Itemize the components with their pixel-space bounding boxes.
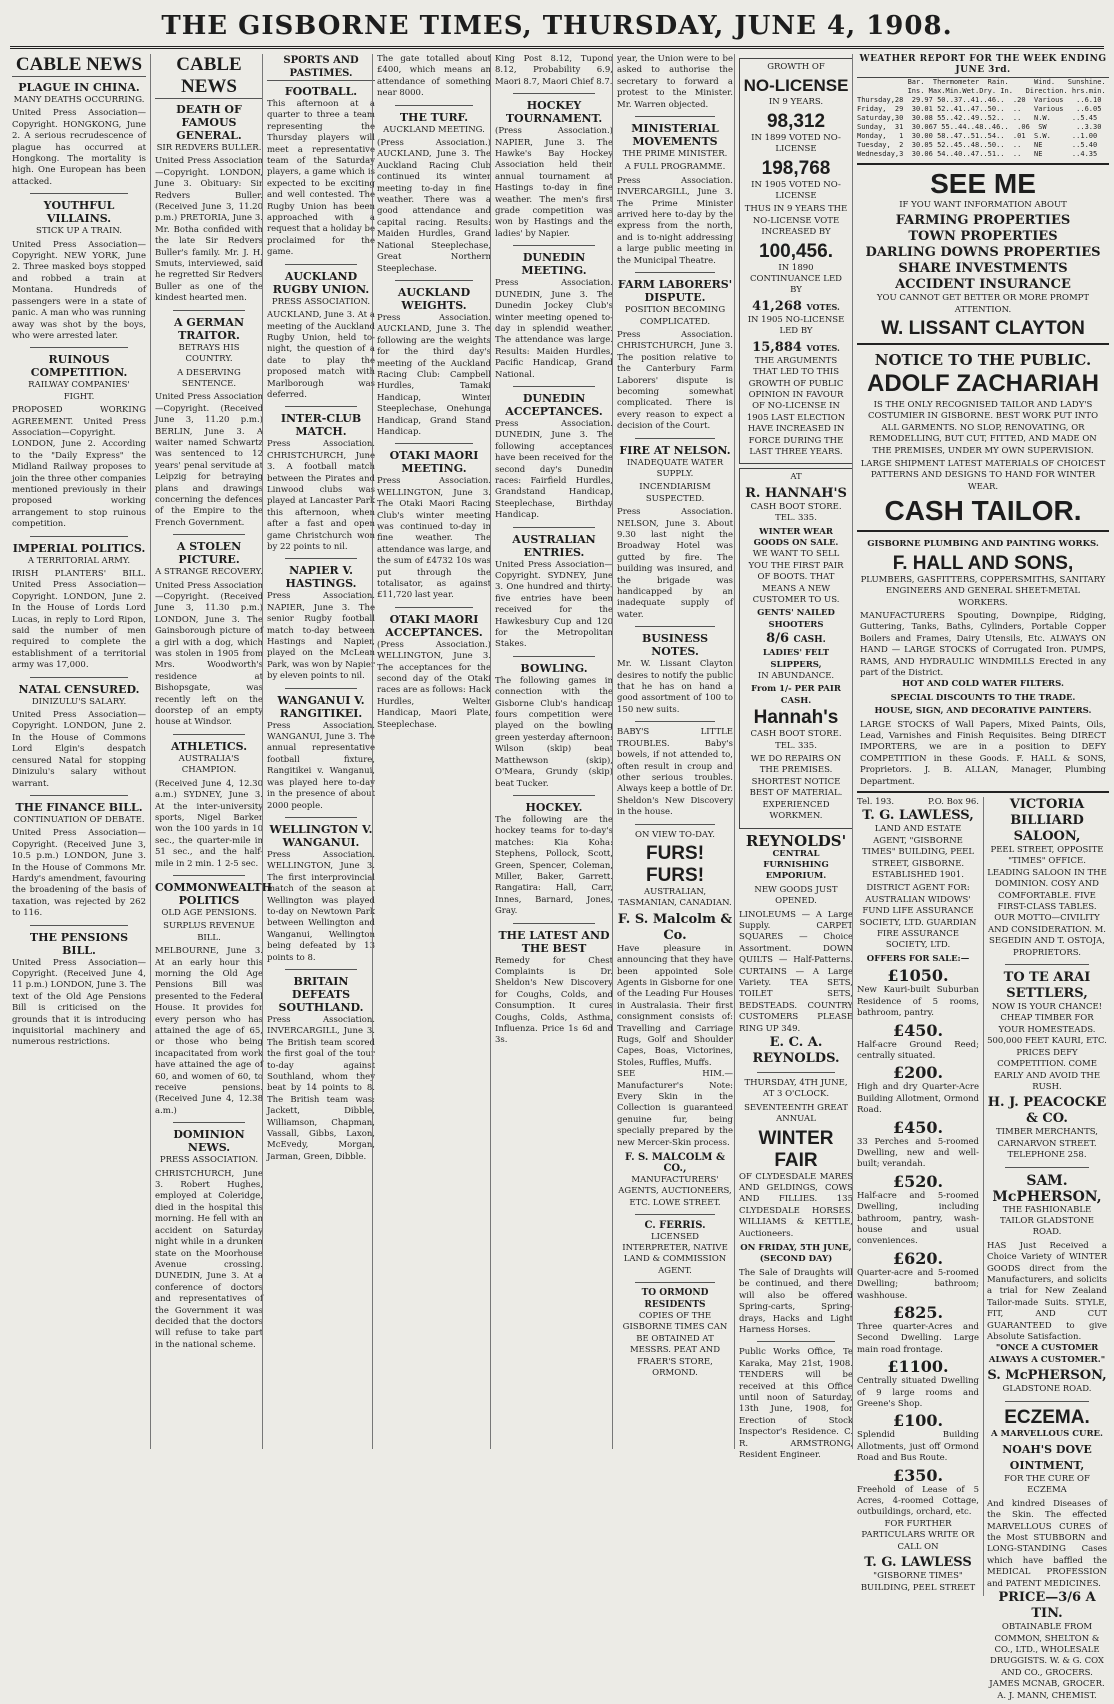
billiard-body: PEEL STREET, OPPOSITE "TIMES" OFFICE. LEADING SALOON IN THE DOMINION. COSY AND COMFORTABLE. FIVE FIRST-CLASS TABLES. OUR MOTTO—CIVILITY AND CONSIDERATION. M. SEGEDIN AND T. OSTOJA, PROPRIETORS. xyxy=(987,845,1107,958)
hannah-name: R. HANNAH'S xyxy=(745,485,847,501)
ormond-subtitle: COPIES OF THE GISBORNE TIMES CAN BE OBTAINED AT MESSRS. PEAT AND FRAER'S STORE, ORMOND. xyxy=(622,1310,728,1378)
divider xyxy=(757,1072,835,1073)
property-8: Centrally situated Dwelling of 9 large rooms and Greene's Shop. xyxy=(857,1376,979,1410)
price-3: £200. xyxy=(892,1063,944,1083)
article-subtitle: AUSTRALIA'S CHAMPION. xyxy=(178,753,240,776)
weather-row: Tuesday, 2 30.05 52..45..48..50.. .. NE ..5.40 xyxy=(857,140,1098,149)
noah-body: And kindred Diseases of the Skin. The effected MARVELLOUS CURES of the Most STUBBORN and LONG-STANDING Cases which have baffled the MEDICAL PROFESSION and PATENT MEDICINES. xyxy=(987,1498,1107,1589)
weather-row: Monday, 1 30.00 58..47..51..54.. .01 S.W. ..1.00 xyxy=(857,131,1098,140)
article-title: DEATH OF FAMOUS GENERAL. xyxy=(176,103,242,142)
ad-body: SEE HIM.—Manufacturer's Note: Every Skin in the Collection is guaranteed genuine fur, being specially prepared by the new Mercer-Skin process. xyxy=(617,1069,733,1148)
no-license-title: NO-LICENSE xyxy=(743,76,849,96)
growth-label: GROWTH OF xyxy=(767,62,825,72)
winter-fair-title: WINTER FAIR xyxy=(758,1127,834,1171)
darling-downs: DARLING DOWNS PROPERTIES xyxy=(865,245,1101,261)
article-body: (Press Association.) NAPIER, June 3. The Hawke's Bay Hockey Association held their annual tournament at Hastings to-day in fine weather. The men's first grade competition was won by Hastings and the ladies' by Napier. xyxy=(495,126,613,239)
divider xyxy=(635,116,715,117)
article-title: WANGANUI V. RANGITIKEI. xyxy=(277,693,365,720)
divider xyxy=(173,875,245,876)
article-body: United Press Association—Copyright. NEW YORK, June 2. Three masked boys stopped and robbed a train at Montana. Hundreds of passengers were in a state of panic. A man who was running away was shot by the boys, who were arrested later. xyxy=(12,239,146,341)
article-body: PROPOSED WORKING AGREEMENT. United Press Association—Copyright. LONDON, June 2. According to the "Daily Express" the Midland Railway proposes to join the three other companies mentioned previously in their proposed working arrangement to stop ruinous competition. xyxy=(12,405,146,530)
better-text: YOU CANNOT GET BETTER OR MORE PROMPT ATTENTION. xyxy=(876,293,1090,315)
lawless-body: DISTRICT AGENT FOR: AUSTRALIAN WIDOWS' FUND LIFE ASSURANCE SOCIETY, LTD. GUARDIAN FIRE ASSURANCE SOCIETY, LTD. xyxy=(859,883,977,951)
fair-date: THURSDAY, 4TH JUNE, AT 3 O'CLOCK. xyxy=(744,1078,848,1100)
article-body: Press Association. AUCKLAND, June 3. The following are the weights for the third day's meeting of the Auckland Racing Club: Campbell Hurdles, Tamaki Handicap, Winter Steeplechase, Onehunga Handicap, Grand Stand Handicap. xyxy=(377,312,491,437)
abundance-text: IN ABUNDANCE. xyxy=(757,671,835,682)
clayton-ad xyxy=(857,163,1109,345)
article-title: HOCKEY TOURNAMENT. xyxy=(505,99,603,126)
article-title: NATAL CENSURED. xyxy=(18,682,140,696)
increase-label: THUS IN 9 YEARS THE NO-LICENSE VOTE INCREASED BY xyxy=(744,204,848,238)
hot-cold-filters: HOT AND COLD WATER FILTERS. xyxy=(902,679,1064,690)
cash-tailor: CASH TAILOR. xyxy=(884,495,1082,527)
article-title: INTER-CLUB MATCH. xyxy=(280,412,362,439)
lawless-tel: Tel. 193. xyxy=(857,797,895,807)
article-title: DUNEDIN ACCEPTANCES. xyxy=(505,391,603,418)
article-title: FOOTBALL. xyxy=(284,85,358,98)
mcpherson-subtitle: THE FASHIONABLE TAILOR GLADSTONE ROAD. xyxy=(1000,1204,1094,1238)
weather-row: Bar. Thermometer Rain. Wind. Sunshine. xyxy=(857,77,1106,86)
mcpherson-name: SAM. McPHERSON, xyxy=(992,1172,1102,1205)
article-title: ATHLETICS. xyxy=(170,739,248,753)
article-title: AUCKLAND RUGBY UNION. xyxy=(272,269,370,296)
article-body: King Post 8.12, Tupono 8.12, Probability 6.9, Maori 8.7, Maori Chief 8.7. xyxy=(495,54,613,87)
column-cable-news-1 xyxy=(12,54,150,1449)
article-body: Press Association. INVERCARGILL, June 3. The British team scored the first goal of the tour to-day against Southland, whom they beat by 14 points to 8. The British team was: Jackett, Dibble, Williamson, Chapman, Vassall, Gibbs, Laxon, McEvedy, Morgan, Jarman, Green, Dibble. xyxy=(267,1014,375,1162)
article-body: (Press Association.) AUCKLAND, June 3. The Auckland Racing Club continued its winter meeting to-day in fine weather. There was a good attendance and capital racing. Results: Maiden Hurdles, Grand National Steeplechase, Great Northern Steeplechase. xyxy=(377,138,491,274)
divider xyxy=(635,824,715,825)
column-sports xyxy=(262,54,379,1449)
weather-row: Friday, 29 30.01 52..41..47..50.. .. Various ..6.05 xyxy=(857,104,1102,113)
article-subtitle: OLD AGE PENSIONS. xyxy=(161,907,257,918)
lawless-name: T. G. LAWLESS, xyxy=(862,808,974,824)
from-price: From 1/- PER PAIR CASH. xyxy=(751,684,841,706)
weather-row: Sunday, 31 30.067 55..44..48..46.. .06 SW ..3.30 xyxy=(857,122,1102,131)
divider xyxy=(1005,1167,1089,1168)
article-body: United Press Association—Copyright. (Received June 3, 11.20 p.m.) BERLIN, June 3. A waiter named Schwartz was sentenced to 12 years' penal servitude at Leipzig for betraying plans and drawings concerning the defences of the Empire to the French Government. xyxy=(155,392,263,528)
article-body: year, the Union were to be asked to authorise the secretary to forward a protest to the Minister. Mr. Warren objected. xyxy=(617,54,733,110)
gents-price: 8/6 CASH. xyxy=(766,631,826,647)
article-body: MELBOURNE, June 3. At an early hour this morning the Old Age Pensions Bill was presented to the Federal House. It provides for every person who has attained the age of 65, or those who being incapacitated from work have attained the age of 60, and women of 60, to receive pensions. (Received June 4, 12.38 a.m.) xyxy=(155,946,263,1116)
price-8: £1100. xyxy=(887,1357,949,1377)
notice-title: NOTICE TO THE PUBLIC. xyxy=(874,351,1092,370)
price-10: £350. xyxy=(892,1465,944,1485)
article-subtitle: A TERRITORIAL ARMY. xyxy=(27,555,131,566)
house-body: LARGE STOCKS of Wall Papers, Mixed Paints, Oils, Lead, Varnishes and Finish Requisites. Being DIRECT IMPORTERS, we are in a position to DEFY COMPETITION in these Goods. F. HALL & SONS, Proprietors. J. B. ALLAN, Manager, Plumbing Department. xyxy=(860,719,1106,787)
divider xyxy=(513,93,595,94)
property-5: Half-acre and 5-roomed Dwelling, including bathroom, pantry, wash-house and usual conveniences. xyxy=(857,1190,979,1247)
hannah-at: AT xyxy=(790,472,802,483)
article-title: RUINOUS COMPETITION. xyxy=(30,353,128,380)
lawless-subtitle-2: "GISBORNE TIMES" BUILDING, PEEL STREET xyxy=(860,1571,976,1593)
article-title: WELLINGTON V. WANGANUI. xyxy=(269,822,373,849)
section-head: CABLE NEWS xyxy=(12,54,146,77)
ad-furs-subtitle: AUSTRALIAN, TASMANIAN, CANADIAN. xyxy=(618,886,732,909)
divider xyxy=(30,677,128,678)
column-hockey xyxy=(490,54,617,1449)
hall-body: MANUFACTURERS Spouting, Downpipe, Ridging, Guttering, Tanks, Baths, Cylinders, Portable Copper Boilers and Frames, Dairy Utensils, Etc. ALWAYS ON HAND — LARGE STOCKS of Corrugated Iron. PUMPS, RAMS, AND HYDRAULIC WINDMILLS Erected in any part of the District. xyxy=(860,610,1106,678)
divider xyxy=(395,607,473,608)
winter-wear: WINTER WEAR GOODS ON SALE. xyxy=(753,526,839,548)
divider xyxy=(635,272,715,273)
divider xyxy=(395,280,473,281)
article-title: BRITAIN DEFEATS SOUTHLAND. xyxy=(278,974,364,1014)
property-6: Quarter-acre and 5-roomed Dwelling; bathroom; washhouse. xyxy=(857,1267,979,1301)
article-subtitle: BETRAYS HIS COUNTRY. xyxy=(178,342,240,365)
price-9: £100. xyxy=(892,1411,944,1431)
lawless-subtitle: LAND AND ESTATE AGENT, "GISBORNE TIMES" BUILDING, PEEL STREET, GISBORNE. ESTABLISHED 1901. xyxy=(861,824,975,881)
friday-body: The Sale of Draughts will be continued, and there will also be offered Spring-carts, Spring-drays, Hacks and Light Harness Horses. xyxy=(739,1267,853,1335)
adolf-body: IS THE ONLY RECOGNISED TAILOR AND LADY'S COSTUMIER IN GISBORNE. BEST WORK PUT INTO ALL GARMENTS. NO SLOP, RENOVATING, OR REMODELLING, BUT CUT, FITTED, AND MADE ON THE PREMISES, UNDER MY OWN SUPERVISION. xyxy=(867,400,1099,456)
house-painters: HOUSE, SIGN, AND DECORATIVE PAINTERS. xyxy=(874,706,1092,717)
article-subtitle: CONTINUATION OF DEBATE. xyxy=(13,814,145,825)
article-title: OTAKI MAORI ACCEPTANCES. xyxy=(385,612,483,639)
plumbing-title: GISBORNE PLUMBING AND PAINTING WORKS. xyxy=(867,539,1099,550)
property-9: Splendid Building Allotments, just off Ormond Road and Bus Route. xyxy=(857,1430,979,1464)
article-body: This afternoon at a quarter to three a team representing the Thursday players will meet a representative team of the Saturday players, a game which is expected to be exciting and well contested. The Rugby Union has been approached with a request that a holiday be proclaimed for the game. xyxy=(267,99,375,258)
section-head: CABLE NEWS xyxy=(155,54,263,99)
article-title: YOUTHFUL VILLAINS. xyxy=(43,199,115,226)
article-title: OTAKI MAORI MEETING. xyxy=(389,449,479,476)
article-body: (Received June 4, 12.30 a.m.) SYDNEY, June 3. At the inter-university sports, Nigel Barker won the 100 yards in 10 sec., the quarter-mile in 51 sec., and the half-mile in 2 min. 1 2-5 sec. xyxy=(155,778,263,869)
article-body: Press Association. WELLINGTON, June 3. The Otaki Maori Racing Club's winter meeting was continued to-day in fine weather. The attendance was large, and the sum of £4732 10s was put through the totalisator, as against £11,720 last year. xyxy=(377,476,491,601)
divider xyxy=(635,721,715,722)
repairs-text: WE DO REPAIRS ON THE PREMISES. SHORTEST NOTICE BEST OF MATERIAL. EXPERIENCED WORKMEN. xyxy=(749,754,843,822)
article-body: Mr. W. Lissant Clayton desires to notify the public that he has on hand a good assortment of 100 to 150 new suits. xyxy=(617,659,733,715)
divider xyxy=(173,310,245,311)
article-subtitle: A DESERVING SENTENCE. xyxy=(177,367,241,389)
article-subtitle: POSITION BECOMING COMPLICATED. xyxy=(624,305,726,327)
vote-1905: 198,768 xyxy=(761,157,831,179)
article-body: Remedy for Chest Complaints is Dr. Sheldon's New Discovery for Coughs, Colds, and Consumption. It cures Coughs, Colds, Asthma, Influenza. Price 1s 6d and 3s. xyxy=(495,955,613,1046)
tenders-body: Public Works Office, Te Karaka, May 21st, 1908. TENDERS will be received at this Office until noon of Saturday, 13th June, 1908, for Erection of Stock Inspector's Residence. C. R. ARMSTRONG, Resident Engineer. xyxy=(739,1347,853,1460)
article-title: A GERMAN TRAITOR. xyxy=(173,315,245,342)
article-body: Press Association. NAPIER, June 3. The senior Rugby football match to-day between Hastings and Napier, played on the McLean Park, was won by Napier by eleven points to nil. xyxy=(267,591,375,682)
eca-reynolds: E. C. A. REYNOLDS. xyxy=(752,1035,840,1066)
article-body: Press Association. DUNEDIN, June 3. The following acceptances have been received for the second day's Dunedin races: Fairfield Hurdles, Grandstand Handicap, Steeplechase, Birthday Handicap. xyxy=(495,418,613,521)
weather-row: Wednesday,3 30.06 54..40..47..51.. .. NE ..4.35 xyxy=(857,149,1098,158)
article-subtitle: A STRANGE RECOVERY. xyxy=(155,567,263,578)
no-license-ad xyxy=(739,58,853,464)
article-subtitle: MANY DEATHS OCCURRING. xyxy=(13,95,145,105)
noah-name: NOAH'S DOVE OINTMENT, xyxy=(1002,1443,1092,1473)
friday-head: ON FRIDAY, 5TH JUNE, (SECOND DAY) xyxy=(740,1243,852,1265)
ladies-slippers: LADIES' FELT SLIPPERS, xyxy=(762,648,830,670)
section-head: SPORTS AND PASTIMES. xyxy=(267,54,375,81)
offers-title: OFFERS FOR SALE:— xyxy=(866,953,970,964)
article-body: United Press Association—Copyright. (Received June 3, 10.5 p.m.) LONDON, June 3. In the House of Commons Mr. Hardy's amendment, favouring the broadening of the basis of taxation, was rejected by 262 to 116. xyxy=(12,828,146,919)
divider xyxy=(513,656,595,657)
price-2: £450. xyxy=(892,1020,944,1040)
article-title: AUSTRALIAN ENTRIES. xyxy=(512,532,596,559)
article-title: AUCKLAND WEIGHTS. xyxy=(397,285,471,312)
billiard-title: VICTORIA BILLIARD SALOON, xyxy=(1009,797,1085,844)
article-body: The gate totalled about £400, which means an attendance of something near 8000. xyxy=(377,54,491,99)
divider xyxy=(285,264,357,265)
article-body: United Press Association—Copyright. LONDON, June 2. In the House of Commons Lord Elgin's despatch censured Natal for stopping Dinizulu's salary without warrant. xyxy=(12,710,146,789)
weather-table xyxy=(857,78,1109,159)
arguments-text: THE ARGUMENTS THAT LED TO THIS GROWTH OF PUBLIC OPINION IN FAVOUR OF NO-LICENSE IN 1905 LAST ELECTION HAVE INCREASED IN FORCE DURING THE LAST THREE YEARS. xyxy=(746,355,846,457)
article-subtitle: STICK UP A TRAIN. xyxy=(36,226,122,237)
divider xyxy=(30,925,128,926)
farming-properties: FARMING PROPERTIES xyxy=(895,213,1071,229)
years-label: IN 9 YEARS. xyxy=(768,97,824,108)
article-title: MINISTERIAL MOVEMENTS xyxy=(631,122,719,149)
special-discounts: SPECIAL DISCOUNTS TO THE TRADE. xyxy=(890,692,1076,703)
fair-annual: SEVENTEENTH GREAT ANNUAL xyxy=(744,1102,848,1125)
article-title: PLAGUE IN CHINA. xyxy=(18,81,140,94)
see-me-subtitle: IF YOU WANT INFORMATION ABOUT xyxy=(899,199,1067,210)
article-title: THE FINANCE BILL. xyxy=(15,800,143,814)
noah-from: OBTAINABLE FROM COMMON, SHELTON & CO., LTD., WHOLESALE DRUGGISTS. W. & G. COX AND CO., GROCERS. JAMES MCNAB, GROCER. A. J. MANN, CHEMIST. xyxy=(989,1622,1105,1701)
noah-subtitle: FOR THE CURE OF ECZEMA xyxy=(1004,1474,1090,1496)
ad-tagline: ON VIEW TO-DAY. xyxy=(635,829,715,840)
article-body: AUCKLAND, June 3. At a meeting of the Auckland Rugby Union, held to-night, the question of a date to play the proposed match with Marlborough was deferred. xyxy=(267,310,375,400)
te-arai-title: TO TE ARAI SETTLERS, xyxy=(1003,970,1091,1002)
divider xyxy=(513,795,595,796)
article-subtitle: A FULL PROGRAMME. xyxy=(624,162,726,173)
ferris-subtitle: LICENSED INTERPRETER, NATIVE LAND & COMMISSION AGENT. xyxy=(622,1231,728,1276)
continuance-votes: 41,268 VOTES. xyxy=(752,298,840,314)
article-body: United Press Association—Copyright. (Received June 3, 11.30 p.m.) LONDON, June 3. The Gainsborough picture of a girl with a dog, which was stolen in 1905 from Mrs. Woodworth's residence at Bishopsgate, was recently left on the doorstep of an empty house at Windsor. xyxy=(155,580,263,728)
zachariah-ad xyxy=(857,349,1109,532)
article-subtitle: PRESS ASSOCIATION. xyxy=(271,296,371,307)
hannah-ad xyxy=(739,468,853,828)
article-subtitle: INADEQUATE WATER SUPPLY. xyxy=(626,457,724,479)
article-body: United Press Association—Copyright. (Received June 4, 11 p.m.) LONDON, June 3. The text of the Old Age Pensions Bill is criticised on the grounds that it is introducing inquisitorial machinery and numerous restrictions. xyxy=(12,957,146,1048)
divider xyxy=(30,536,128,537)
price-5: £520. xyxy=(892,1171,944,1191)
article-title: DUNEDIN MEETING. xyxy=(521,251,587,278)
peacocke-name: H. J. PEACOCKE & CO. xyxy=(987,1095,1107,1127)
price-7: £825. xyxy=(892,1303,944,1322)
once-customer: "ONCE A CUSTOMER ALWAYS A CUSTOMER." xyxy=(988,1343,1106,1365)
continuance-label: IN 1890 CONTINUANCE LED BY xyxy=(750,262,842,296)
share-investments: SHARE INVESTMENTS xyxy=(898,261,1068,277)
further-text: FOR FURTHER PARTICULARS WRITE OR CALL ON xyxy=(861,1518,975,1552)
article-body: BABY'S LITTLE TROUBLES. Baby's bowels, if not attended to, often result in croup and other serious troubles. Always keep a bottle of Dr. Sheldon's New Discovery in the house. xyxy=(617,727,733,818)
divider xyxy=(30,795,128,796)
ad-malcolm-company-subtitle: MANUFACTURERS' AGENTS, AUCTIONEERS, ETC. LOWE STREET. xyxy=(618,1174,732,1208)
weather-row: Thursday,28 29.97 50..37..41..46.. .20 Various ..6.10 xyxy=(857,95,1102,104)
article-title: IMPERIAL POLITICS. xyxy=(12,541,146,555)
price-1: £1050. xyxy=(887,966,949,986)
divider xyxy=(395,105,473,106)
article-title: BUSINESS NOTES. xyxy=(641,632,709,659)
mcpherson-body: HAS Just Received a Choice Variety of WINTER GOODS direct from the Manufacturers, and solicits a trial for New Zealand Tailor-made Suits. STYLE, FIT, AND CUT GUARANTEED to give Absolute Satisfaction. xyxy=(987,1240,1107,1342)
divider xyxy=(285,969,357,970)
column-ads-right xyxy=(852,54,1113,1701)
vote-increase: 100,456. xyxy=(759,240,833,262)
article-title: THE TURF. xyxy=(399,110,469,124)
article-body: United Press Association—Copyright. LONDON, June 3. Obituary: Sir Redvers Buller. (Received June 3, 11.20 p.m.) PRETORIA, June 3. Mr. Botha confided with the late Sir Redvers Buller's family. Mr. J. H. Smuts, interviewed, said he regretted Sir Redvers Buller as one of the kindest hearted men. xyxy=(155,156,263,304)
gents-shooters: GENTS' NAILED SHOOTERS xyxy=(757,608,835,630)
divider xyxy=(635,1214,715,1215)
hannahs-logo: Hannah's xyxy=(753,707,839,729)
divider xyxy=(285,406,357,407)
article-subtitle: AUCKLAND MEETING. xyxy=(383,124,485,135)
article-body: CHRISTCHURCH, June 3. Robert Hughes, employed at Coleridge, died in the hospital this morning. He fell with an accident on Saturday night while in a drunken state on the Moorhouse Avenue crossing. DUNEDIN, June 3. At a conference of doctors and representatives of the Government it was decided that the doctors will refuse to take part in the national scheme. xyxy=(155,1168,263,1350)
hall-subtitle: PLUMBERS, GASFITTERS, COPPERSMITHS, SANITARY ENGINEERS AND GENERAL SHEET-METAL WORKERS. xyxy=(860,574,1106,608)
hall-name: F. HALL AND SONS, xyxy=(892,552,1074,574)
hannahs-subtitle: CASH BOOT STORE. TEL. 335. xyxy=(750,729,842,751)
article-body: IRISH PLANTERS' BILL. United Press Association—Copyright. LONDON, June 2. In the House of Lords Lord Lucas, in reply to Lord Ripon, said the number of men required to complete the establishment of a territorial army was 17,000. xyxy=(12,569,146,671)
property-1: New Kauri-built Suburban Residence of 5 rooms, bathroom, pantry. xyxy=(857,985,979,1019)
property-4: 33 Perches and 5-roomed Dwelling, new and well-built; verandah. xyxy=(857,1136,979,1170)
vote-1899-note: IN 1899 VOTED NO-LICENSE xyxy=(751,132,841,155)
article-body: Press Association. CHRISTCHURCH, June 3. A football match between the Pirates and Linwood clubs was played at Lancaster Park this afternoon, when after a fast and open game Christchurch won by 22 points to nil. xyxy=(267,439,375,552)
te-arai-body: NOW IS YOUR CHANCE! CHEAP TIMBER FOR YOUR HOMESTEADS. 500,000 FEET KAURI, ETC. PRICES DEFY COMPETITION. COME EARLY AND AVOID THE RUSH. xyxy=(987,1002,1107,1092)
article-body: The following games in connection with the Gisborne Club's handicap fours competition were played on the bowling green yesterday afternoon: Wilson (skip) beat Matthewson (skip), O'Meara, Grundy (skip) beat Tucker. xyxy=(495,675,613,789)
reynolds-subtitle: CENTRAL FURNISHING EMPORIUM. xyxy=(763,848,829,882)
article-title: HOCKEY. xyxy=(525,800,583,814)
masthead xyxy=(10,6,1104,49)
column-cable-news-2 xyxy=(150,54,273,1449)
hall-ad xyxy=(857,536,1109,793)
article-body: Press Association. WELLINGTON, June 3. The first interprovincial match of the season at Wellington was played to-day on Newtown Park between Wellington and Wanganui, Wellington being defeated by 13 points to 8. xyxy=(267,849,375,963)
article-subtitle: SIR REDVERS BULLER. xyxy=(156,143,262,153)
column-ads xyxy=(734,54,857,1460)
marvellous-cure: A MARVELLOUS CURE. xyxy=(991,1428,1103,1439)
article-subtitle: RAILWAY COMPANIES' FIGHT. xyxy=(28,380,130,402)
ad-furs-title: FURS! FURS! xyxy=(645,842,705,886)
article-body: Press Association. CHRISTCHURCH, June 3. The position relative to the Canterbury Farm Laborers' dispute is becoming somewhat complicated. There is every reason to expect a decision of the Court. xyxy=(617,329,733,432)
peacocke-subtitle: TIMBER MERCHANTS, CARNARVON STREET. TELEPHONE 258. xyxy=(996,1127,1098,1161)
adolf-large: LARGE SHIPMENT LATEST MATERIALS OF CHOICEST PATTERNS AND DESIGNS TO HAND FOR WINTER WEAR. xyxy=(860,459,1106,492)
vote-1899: 98,312 xyxy=(766,110,826,132)
article-body: Press Association. INVERCARGILL, June 3. The Prime Minister arrived here to-day by the express from the north, and is to-night addressing a large public meeting in the Municipal Theatre. xyxy=(617,175,733,266)
article-body: Press Association. WANGANUI, June 3. The annual representative football fixture, Rangitikei v. Wanganui, was played here to-day in the presence of about 2000 people. xyxy=(267,720,375,811)
column-turf xyxy=(372,54,495,1449)
see-me-title: SEE ME xyxy=(930,167,1036,199)
hannah-subtitle: CASH BOOT STORE. TEL. 335. xyxy=(750,501,842,524)
right-small-ads xyxy=(987,797,1107,1704)
price-6: £620. xyxy=(892,1248,944,1268)
property-7: Three quarter-Acres and Second Dwelling. Large main road frontage. xyxy=(857,1322,979,1355)
vote-1905-note: IN 1905 VOTED NO-LICENSE xyxy=(751,179,841,202)
weather-row: Saturday,30 30.08 55..42..49..52.. .. N.W. ..5.45 xyxy=(857,113,1098,122)
ormond-head: TO ORMOND RESIDENTS xyxy=(641,1288,709,1310)
property-10: Freehold of Lease of 5 Acres, 4-roomed Cottage, outbuildings, orchard, etc. xyxy=(857,1484,979,1518)
mcpherson-name-2: S. McPHERSON, xyxy=(987,1368,1107,1384)
article-title: DOMINION NEWS. xyxy=(173,1128,245,1155)
divider xyxy=(1005,1401,1089,1402)
ad-malcolm-company: F. S. MALCOLM & CO., xyxy=(624,1152,726,1175)
no-license-lead-votes: 15,884 VOTES. xyxy=(752,339,840,355)
mcpherson-subtitle-2: GLADSTONE ROAD. xyxy=(1002,1384,1092,1395)
reynolds-body: LINOLEUMS — A Large Supply. CARPET SQUARES — Choice Assortment. DOWN QUILTS — Half-Patterns. CURTAINS — A Large Variety. TEA SETS, TOILET SETS, BEDSTEADS. COUNTRY CUSTOMERS PLEASE RING UP 349. xyxy=(739,909,853,1034)
winter-fair-body: OF CLYDESDALE MARES AND GELDINGS, COWS AND FILLIES. 135 CLYDESDALE HORSES. WILLIAMS & KETTLE, Auctioneers. xyxy=(739,1171,853,1239)
article-title: COMMONWEALTH POLITICS xyxy=(155,880,273,907)
property-2: Half-acre Ground Reed; centrally situated. xyxy=(857,1039,979,1061)
article-subtitle: DINIZULU'S SALARY. xyxy=(31,696,127,707)
article-subtitle: SURPLUS REVENUE BILL. xyxy=(163,921,255,943)
divider xyxy=(635,626,715,627)
weather-title: WEATHER REPORT FOR THE WEEK ENDING JUNE 3rd. xyxy=(857,54,1109,78)
article-title: THE PENSIONS BILL. xyxy=(29,930,129,957)
divider xyxy=(173,1122,245,1123)
lawless-contact xyxy=(857,797,979,808)
article-body: The following are the hockey teams for to-day's matches: Kia Koha: Stephens, Pollock, Scott, Green, Spencer, Coleman, Miller, Baker, Garrett. Rangatira: Hall, Carr, Innes, Barnard, Jones, Gray. xyxy=(495,814,613,917)
divider xyxy=(173,534,245,535)
article-subtitle: PRESS ASSOCIATION. xyxy=(159,1155,259,1166)
price-4: £450. xyxy=(892,1117,944,1137)
want-text: WE WANT TO SELL YOU THE FIRST PAIR OF BOOTS. THAT MEANS A NEW CUSTOMER TO US. xyxy=(748,549,844,605)
divider xyxy=(285,688,357,689)
divider xyxy=(285,558,357,559)
column-news-ads xyxy=(612,54,737,1449)
divider xyxy=(395,443,473,444)
article-title: FIRE AT NELSON. xyxy=(619,443,731,457)
ferris-name: C. FERRIS. xyxy=(644,1220,706,1232)
masthead-title: THE GISBORNE TIMES, THURSDAY, JUNE 4, 1908. xyxy=(161,11,953,41)
reynolds-name: REYNOLDS' xyxy=(745,831,847,850)
eczema-title: ECZEMA. xyxy=(1004,1406,1090,1428)
article-body: Press Association. NELSON, June 3. About 9.30 last night the Broadway Hotel was gutted by fire. The building was insured, and the brigade was handicapped by an inadequate supply of water. xyxy=(617,507,733,620)
divider xyxy=(30,347,128,348)
article-body: (Press Association.) WELLINGTON, June 3. The acceptances for the second day of the Otaki races are as follows: Hack Hurdles, Welter Handicap, Maori Plate, Steeplechase. xyxy=(377,639,491,730)
divider xyxy=(513,923,595,924)
divider xyxy=(757,1341,835,1342)
weather-row: Ins. Max.Min.Wet.Dry. In. Direction. hrs.min. xyxy=(857,86,1106,95)
divider xyxy=(173,734,245,735)
article-title: BOWLING. xyxy=(520,661,588,675)
article-subtitle: THE PRIME MINISTER. xyxy=(622,149,728,160)
ad-malcolm-name: F. S. Malcolm & Co. xyxy=(617,911,733,943)
divider xyxy=(513,386,595,387)
article-body: Press Association. DUNEDIN, June 3. The Dunedin Jockey Club's winter meeting opened to-day in splendid weather. The attendance was large. Results: Maiden Hurdles, Pacific Handicap, Grand National. xyxy=(495,278,613,380)
divider xyxy=(513,527,595,528)
article-subtitle: INCENDIARISM SUSPECTED. xyxy=(639,482,711,504)
accident-insurance: ACCIDENT INSURANCE xyxy=(895,277,1071,293)
adolf-name: ADOLF ZACHARIAH xyxy=(867,370,1099,398)
lawless-ad xyxy=(857,797,984,1596)
town-properties: TOWN PROPERTIES xyxy=(908,229,1058,245)
divider xyxy=(1005,964,1089,965)
article-body: United Press Association—Copyright. SYDNEY, June 3. One hundred and thirty-five entries have been received for the Hawkesbury Cup and 120 for the Metropolitan Stakes. xyxy=(495,559,613,650)
clayton-name: W. LISSANT CLAYTON xyxy=(881,318,1085,340)
divider xyxy=(30,193,128,194)
noah-price: PRICE—3/6 A TIN. xyxy=(998,1590,1096,1622)
lawless-po: P.O. Box 96. xyxy=(928,797,979,807)
article-title: A STOLEN PICTURE. xyxy=(176,540,242,567)
divider xyxy=(635,438,715,439)
divider xyxy=(513,245,595,246)
ad-body: Have pleasure in announcing that they have been appointed Sole Agents in Gisborne for one of the Leading Fur Houses in Australasia. Their first consignment consists of: Travelling and Carriage Rugs, Golf and Shoulder Capes, Boas, Victorines, Stoles, Ruffles, Muffs. xyxy=(617,943,733,1068)
divider xyxy=(635,1282,715,1283)
article-title: THE LATEST AND THE BEST xyxy=(498,928,610,955)
property-3: High and dry Quarter-Acre Building Allotment, Ormond Road. xyxy=(857,1082,979,1116)
lawless-name-2: T. G. LAWLESS xyxy=(864,1555,972,1571)
lower-ads xyxy=(857,797,1109,1701)
article-body: United Press Association—Copyright. HONGKONG, June 2. A serious recrudescence of plague has occurred at Hongkong. The mortality is high. One European has been attacked. xyxy=(12,108,146,187)
no-license-lead-label: IN 1905 NO-LICENSE LED BY xyxy=(747,314,845,337)
reynolds-new: NEW GOODS JUST OPENED. xyxy=(754,884,838,907)
article-title: NAPIER V. HASTINGS. xyxy=(285,564,357,591)
divider xyxy=(285,817,357,818)
article-title: FARM LABORERS' DISPUTE. xyxy=(617,278,733,305)
